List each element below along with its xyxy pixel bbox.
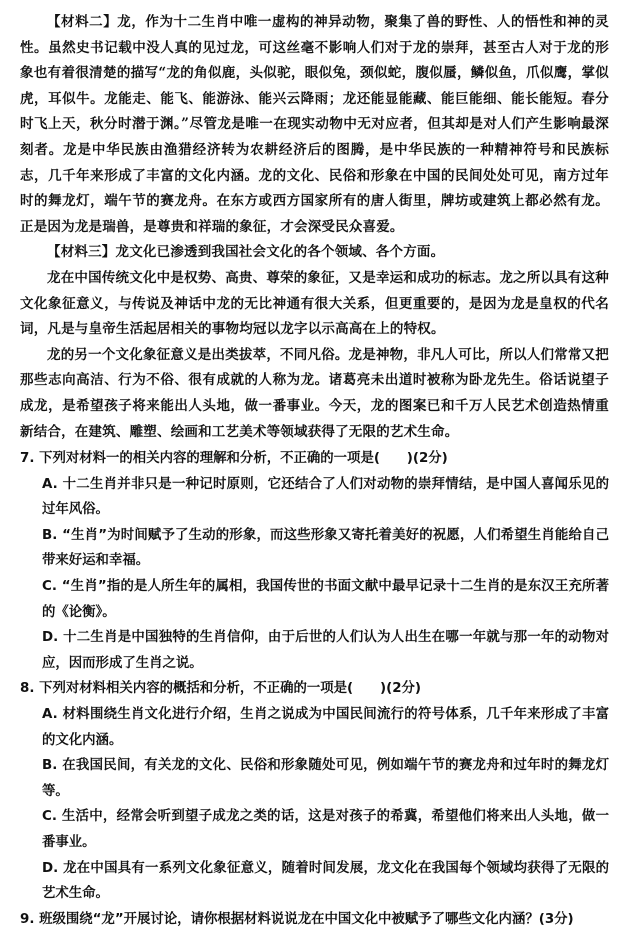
question-7-option-a: A. 十二生肖并非只是一种记时原则，它还结合了人们对动物的崇拜情结，是中国人喜闻乐见的过年风俗。 — [42, 476, 609, 518]
question-8-option-a: A. 材料围绕生肖文化进行介绍，生肖之说成为中国民间流行的符号体系，几千年来形成了丰富的文化内涵。 — [42, 707, 609, 748]
material-2-paragraph: 【材料二】龙，作为十二生肖中唯一虚构的神异动物，聚集了兽的野性、人的悟性和神的灵性。虽然史书记载中没人真的见过龙，可这丝毫不影响人们对于龙的崇拜，甚至古人对于龙的形象也有着很清楚的描写“龙的角似鹿，头似驼，眼似兔，颈似蛇，腹似蜃，鳞似鱼，爪似鹰，掌似虎，耳似牛。龙能走、能飞、能游泳、能兴云降雨；龙还能显能藏、能巨能细、能长能短。春分时飞上天，秋分时潜于渊。”尽管龙是唯一在现实动物中无对应者，但其却是对人们产生影响最深刻者。龙是中华民族由渔猎经济转为农耕经济后的图腾，是中华民族的一种精神符号和民族标志，几千年来形成了丰富的文化内涵。龙的文化、民俗和形象在中国的民间处处可见，南方过年时的舞龙灯，端午节的赛龙舟。在东方或西方国家所有的唐人街里，牌坊或建筑上都必然有龙。正是因为龙是瑞兽，是尊贵和祥瑞的象征，才会深受民众喜爱。 — [20, 14, 609, 235]
question-7-option-c: C. “生肖”指的是人所生年的属相，我国传世的书面文献中最早记录十二生肖的是东汉王充所著的《论衡》。 — [42, 579, 609, 620]
question-8-option-c: C. 生活中，经常会听到望子成龙之类的话，这是对孩子的希冀，希望他们将来出人头地，做一番事业。 — [42, 809, 609, 850]
question-8-option-d: D. 龙在中国具有一系列文化象征意义，随着时间发展，龙文化在我国每个领域均获得了无限的艺术生命。 — [42, 860, 609, 902]
material-3-heading: 【材料三】龙文化已渗透到我国社会文化的各个领域、各个方面。 — [47, 244, 445, 261]
question-8-option-b: B. 在我国民间，有关龙的文化、民俗和形象随处可见，例如端午节的赛龙舟和过年时的舞龙灯等。 — [42, 758, 609, 799]
material-3-paragraph-1: 龙在中国传统文化中是权势、高贵、尊荣的象征，又是幸运和成功的标志。龙之所以具有这种文化象征意义，与传说及神话中龙的无比神通有很大关系，但更重要的，是因为龙是皇权的代名词，凡是与皇帝生活起居相关的事物均冠以龙字以示高高在上的特权。 — [20, 269, 609, 338]
question-7-stem: 7. 下列对材料一的相关内容的理解和分析，不正确的一项是( )(2分) — [20, 451, 448, 467]
material-3-paragraph-2: 龙的另一个文化象征意义是出类拔萃，不同凡俗。龙是神物，非凡人可比，所以人们常常又把那些志向高洁、行为不俗、很有成就的人称为龙。诸葛亮未出道时被称为卧龙先生。俗话说望子成龙，是希望孩子将来能出人头地，做一番事业。今天，龙的图案已和千万人民艺术创造热情重新结合，在建筑、雕塑、绘画和工艺美术等领域获得了无限的艺术生命。 — [20, 346, 609, 440]
question-7-option-d: D. 十二生肖是中国独特的生肖信仰，由于后世的人们认为人出生在哪一年就与那一年的动物对应，因而形成了生肖之说。 — [42, 630, 609, 671]
question-9-stem: 9. 班级围绕“龙”开展讨论，请你根据材料说说龙在中国文化中被赋予了哪些文化内涵？(3分) — [20, 911, 574, 927]
question-7-option-b: B. “生肖”为时间赋予了生动的形象，而这些形象又寄托着美好的祝愿，人们希望生肖能给自己带来好运和幸福。 — [42, 527, 609, 569]
question-8-stem: 8. 下列对材料相关内容的概括和分析，不正确的一项是( )(2分) — [20, 681, 422, 697]
